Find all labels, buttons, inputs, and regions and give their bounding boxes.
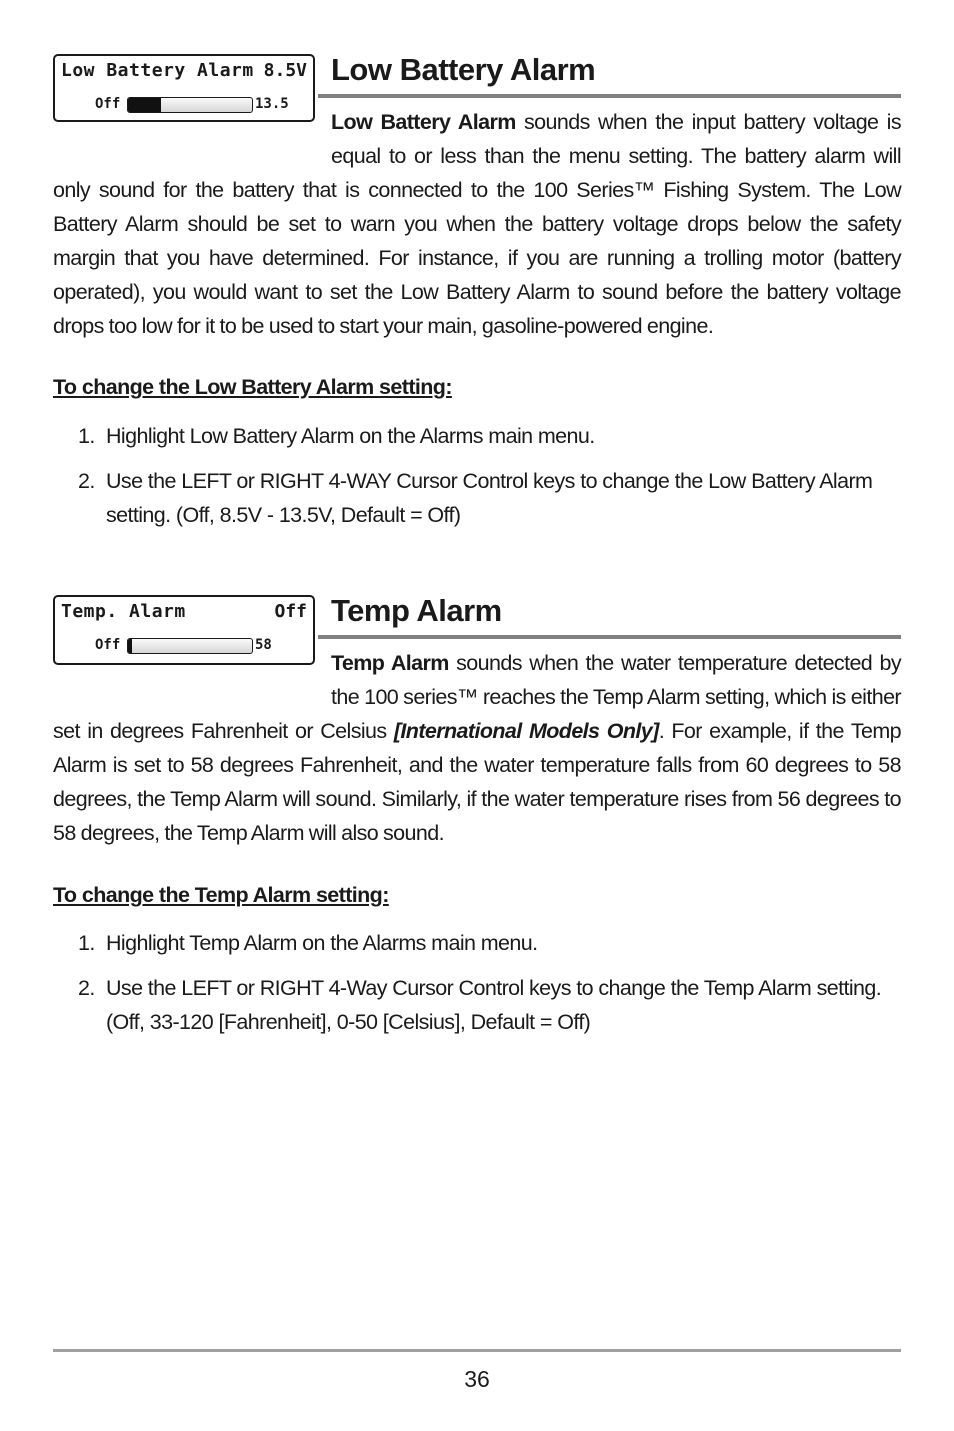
widget-min-label: Off xyxy=(95,96,121,112)
widget-min-label: Off xyxy=(95,637,121,653)
list-item xyxy=(78,971,901,1039)
footer-rule xyxy=(53,1349,901,1352)
step-number: 1. xyxy=(78,931,95,955)
low-battery-description xyxy=(53,105,901,343)
widget-title: Temp. Alarm xyxy=(61,601,186,622)
low-battery-heading: Low Battery Alarm xyxy=(331,52,596,87)
temp-alarm-heading: Temp Alarm xyxy=(331,593,502,628)
description-text-continued: . For example, if the Temp Alarm is set to 58 degrees Fahrenheit, and the water temperature falls from 60 degrees to 58 degrees, the Temp Alarm will sound. Similarly, if the water temperature rises from 56 degrees to 58 degrees, the Temp Alarm will also sound. xyxy=(53,719,901,845)
widget-value: 8.5V xyxy=(263,60,307,81)
step-text: Highlight Temp Alarm on the Alarms main menu. xyxy=(106,931,538,955)
widget-spacer xyxy=(53,646,331,692)
temp-alarm-description xyxy=(53,646,901,850)
heading-rule xyxy=(318,94,901,98)
list-item xyxy=(78,464,901,532)
lead-bold-term: Low Battery Alarm xyxy=(331,110,516,134)
list-item xyxy=(78,926,901,960)
international-models-note: [International Models Only] xyxy=(393,719,659,743)
temp-alarm-subheading: To change the Temp Alarm setting: xyxy=(53,883,389,907)
widget-spacer xyxy=(53,105,331,151)
step-number: 1. xyxy=(78,424,95,448)
widget-max-label: 13.5 xyxy=(255,96,289,112)
description-text: sounds when the input battery voltage is equal to or less than the menu setting. The battery alarm will only sound for the battery that is connected to the 100 Series™ Fishing System. The Low Battery Alarm should be set to warn you when the battery voltage drops below the safety margin that you have determined. For instance, if you are running a trolling motor (battery operated), you would want to set the Low Battery Alarm to sound before the battery voltage drops too low for it to be used to start your main, gasoline-powered engine. xyxy=(53,110,901,338)
heading-rule xyxy=(318,635,901,639)
widget-title: Low Battery Alarm xyxy=(61,60,254,81)
step-number: 2. xyxy=(78,976,95,1000)
widget-max-label: 58 xyxy=(255,637,272,653)
step-number: 2. xyxy=(78,469,95,493)
step-text: Use the LEFT or RIGHT 4-WAY Cursor Control keys to change the Low Battery Alarm setting. (Off, 8.5V - 13.5V, Default = Off) xyxy=(106,469,873,527)
page-number: 36 xyxy=(464,1366,490,1392)
low-battery-subheading: To change the Low Battery Alarm setting: xyxy=(53,375,452,399)
widget-value: Off xyxy=(274,601,307,622)
lead-bold-term: Temp Alarm xyxy=(331,651,449,675)
step-text: Use the LEFT or RIGHT 4-Way Cursor Control keys to change the Temp Alarm setting. (Off, 33-120 [Fahrenheit], 0-50 [Celsius], Default = Off) xyxy=(106,976,882,1034)
step-text: Highlight Low Battery Alarm on the Alarms main menu. xyxy=(106,424,595,448)
temp-alarm-section xyxy=(53,593,901,1053)
low-battery-section xyxy=(53,52,901,532)
list-item xyxy=(78,419,901,453)
description-text: sounds when the water temperature detected by the 100 series™ reaches the Temp Alarm setting, which is either set in degrees Fahrenheit or Celsius xyxy=(53,651,902,743)
